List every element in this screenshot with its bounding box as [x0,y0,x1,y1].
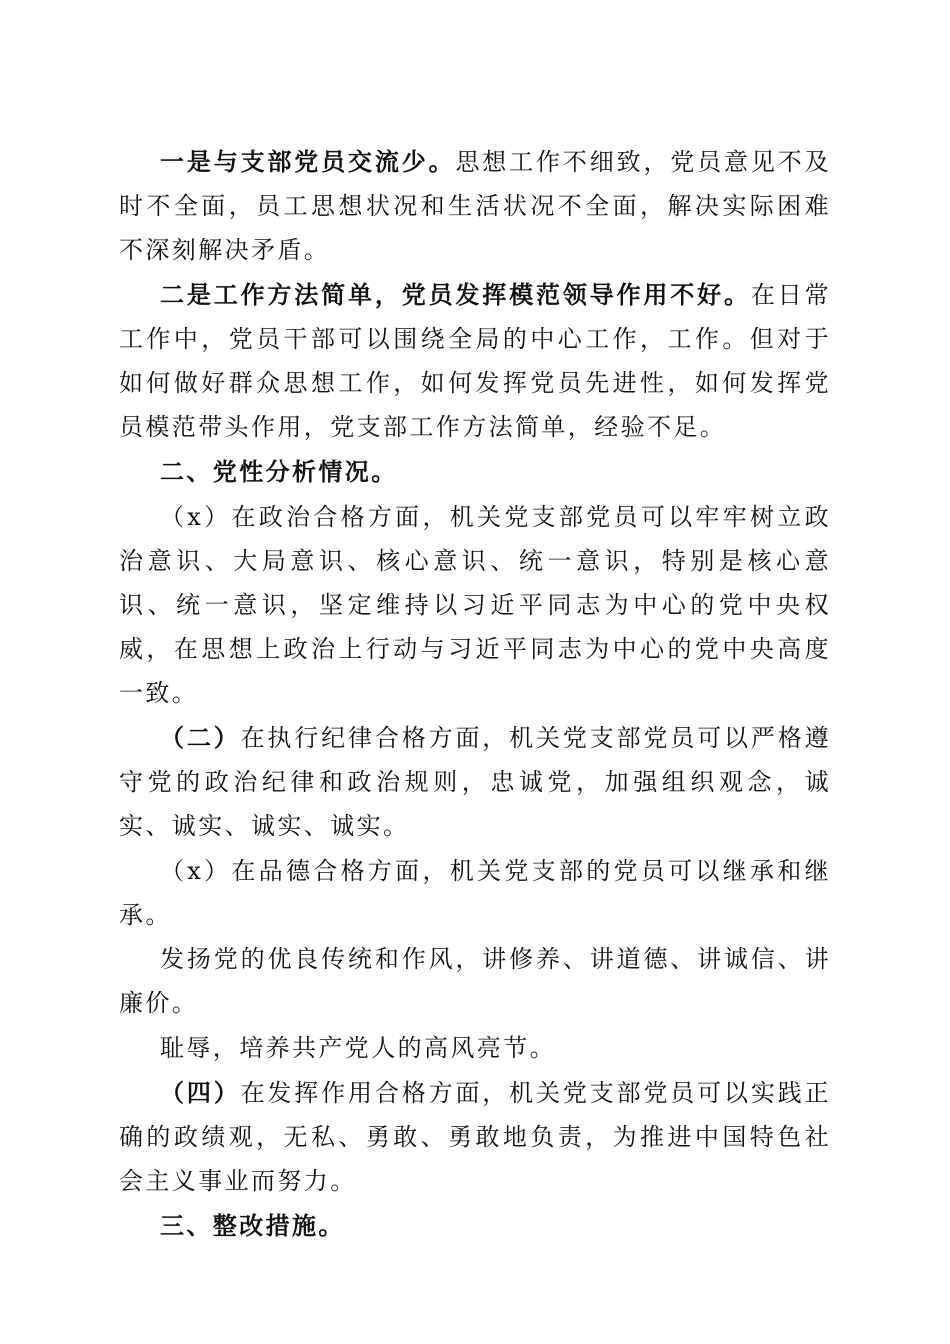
paragraph-1 [119,140,831,272]
paragraph-4-lead: （二） [160,723,241,752]
paragraph-2-text: 在日常工作中，党员干部可以围绕全局的中心工作，工作。但对于如何做好群众思想工作，如何发挥党员先进性，如何发挥党员模范带头作用，党支部工作方法简单，经验不足。 [119,281,831,441]
paragraph-4-text: 在执行纪律合格方面，机关党支部党员可以严格遵守党的政治纪律和政治规则，忠诚党，加强组织观念，诚实、诚实、诚实、诚实。 [119,724,831,840]
paragraph-3 [119,495,831,715]
paragraph-2-lead: 二是工作方法简单，党员发挥模范领导作用不好。 [160,280,751,309]
paragraph-6-text: 发扬党的优良传统和作风，讲修养、讲道德、讲诚信、讲廉价。 [119,945,831,1017]
section-heading-2: 二、党性分析情况。 [160,458,398,486]
paragraph-8-text: 在发挥作用合格方面，机关党支部党员可以实践正确的政绩观，无私、勇敢、勇敢地负责，为推进中国特色社会主义事业而努力。 [119,1079,831,1195]
paragraph-7 [119,1026,831,1070]
paragraph-8-lead: （四） [160,1078,241,1107]
paragraph-1-lead: 一是与支部党员交流少。 [160,147,456,176]
paragraph-6 [119,937,831,1025]
paragraph-1-text: 思想工作不细致，党员意见不及时不全面，员工思想状况和生活状况不全面，解决实际困难不深刻解决矛盾。 [119,148,831,264]
paragraph-3-text: （x）在政治合格方面，机关党支部党员可以牢牢树立政治意识、大局意识、核心意识、统一意识，特别是核心意识、统一意识，坚定维持以习近平同志为中心的党中央权威，在思想上政治上行动与习近平同志为中心的党中央高度一致。 [119,503,831,707]
section-heading-3: 三、整改措施。 [160,1212,345,1240]
paragraph-4 [119,716,831,848]
paragraph-5-text: （x）在品德合格方面，机关党支部的党员可以继承和继承。 [119,857,831,929]
paragraph-7-text: 耻辱，培养共产党人的高风亮节。 [160,1034,556,1062]
document-body [119,140,831,1248]
paragraph-2 [119,273,831,449]
paragraph-8 [119,1071,831,1203]
paragraph-5 [119,849,831,937]
